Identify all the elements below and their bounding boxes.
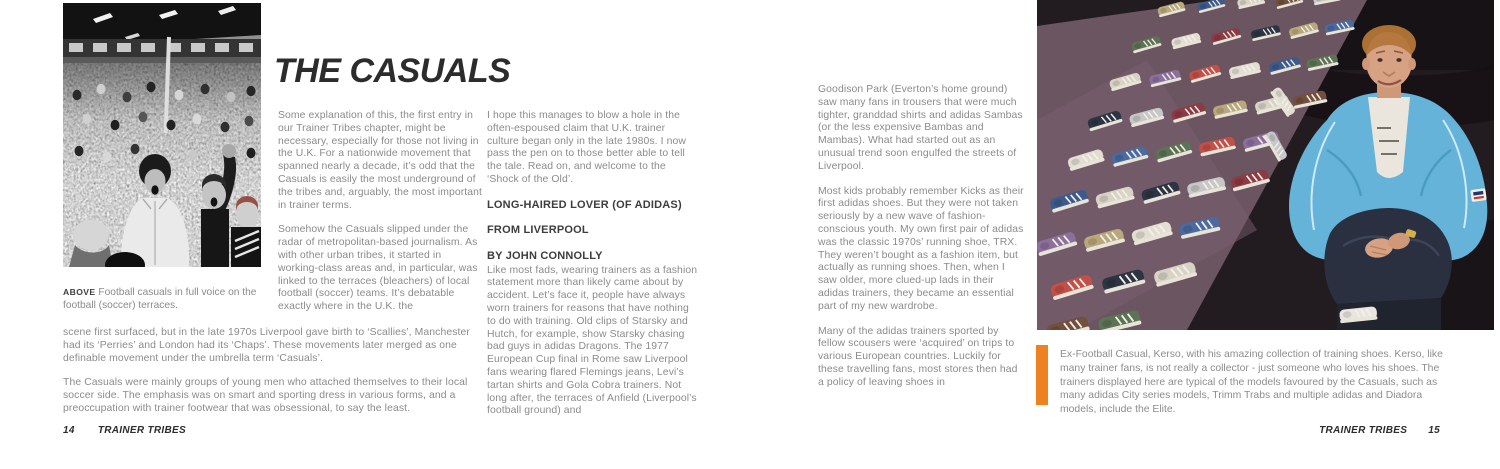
collection-photo	[1037, 0, 1494, 330]
paragraph: Somehow the Casuals slipped under the radar of metropolitan-based journalism. As with other urban tribes, it started in working-class areas and, in particular, was linked to the terraces (bleachers) of local football (soccer) teams. It’s debatable exactly where in the U.K. the	[278, 224, 478, 313]
left-column-2	[487, 110, 699, 418]
chapter-title: THE CASUALS	[274, 52, 511, 90]
paragraph: Some explanation of this, the first entry in our Trainer Tribes chapter, might be necessary, especially for those not living in the U.K. For a nationwide movement that spanned nearly a decade, it’s odd that the Casuals is easily the most underground of the tribes and, arguably, the most important in trainer terms.	[278, 110, 483, 211]
running-title: TRAINER TRIBES	[1319, 425, 1408, 436]
paragraph: Goodison Park (Everton’s home ground) saw many fans in trousers that were much tighter, granddad shirts and adidas Sambas (or the less expensive Bambas and Mambas). What had started out as an unusual trend soon engulfed the streets of Liverpool.	[818, 84, 1023, 172]
running-title: TRAINER TRIBES	[97, 425, 186, 436]
caption-label: ABOVE	[63, 287, 96, 298]
section-heading: LONG-HAIRED LOVER (OF ADIDAS) FROM LIVERPOOL BY JOHN CONNOLLY	[487, 198, 682, 262]
page-number: 14	[63, 425, 75, 436]
caption-accent-bar	[1036, 345, 1048, 405]
right-column	[818, 84, 1025, 390]
crowd-photo	[63, 3, 261, 267]
paragraph: Like most fads, wearing trainers as a fashion statement more than likely came about by accident. Let’s face it, people have always worn trainers for reasons that have nothing to do with training. Old clips of Starsky and Hutch, for example, show Starsky chasing bad guys in adidas Dragons. The 1977 European Cup final in Rome saw Liverpool fans wearing flared Flemings jeans, Levi’s tartan shirts and Gola Cobra trainers. Not long after, the terraces of Anfield (Liverpool’s football ground) and	[487, 264, 698, 417]
paragraph: The Casuals were mainly groups of young men who attached themselves to their local soccer side. The emphasis was on smart and sporting dress in various forms, and a preoccupation with trainer footwear that was obsessional, to say the least.	[63, 377, 468, 414]
paragraph: scene first surfaced, but in the late 1970s Liverpool gave birth to ‘Scallies’, Manchester had its ‘Perries’ and London had its ‘Chaps’. These movements later merged as one definable movement under the umbrella term ‘Casuals’.	[63, 327, 470, 364]
paragraph: Many of the adidas trainers sported by fellow scousers were ‘acquired’ on trips to various European countries. Luckily for these travelling fans, most stores then had a policy of leaving shoes in	[818, 325, 1018, 388]
right-page-footer	[1319, 425, 1440, 436]
right-photo-caption: Ex-Football Casual, Kerso, with his amazing collection of training shoes. Kerso, like many trainer fans, is not really a collector - just someone who loves his shoes. The trainers displayed here are typical of the models favoured by the Casuals, such as many adidas City series models, Trimm Trabs and multiple adidas and Diadora models, include the Elite.	[1060, 349, 1443, 416]
page-number: 15	[1428, 425, 1440, 436]
paragraph: I hope this manages to blow a hole in the often-espoused claim that U.K. trainer culture began only in the late 1980s. I now pass the pen on to those better able to tell the tale. Read on, and welcome to the ‘Shock of the Old’.	[487, 110, 686, 185]
paragraph: Most kids probably remember Kicks as their first adidas shoes. But they were not taken seriously by a new wave of fashion-conscious youth. My own first pair of adidas was the classic 1970s’ running shoe, TRX. They weren’t bought as a fashion item, but actually as running shoes. Then, when I saw older, more clued-up lads in their adidas trainers, they became an essential part of my new wardrobe.	[818, 185, 1024, 312]
left-photo-caption	[63, 286, 273, 312]
left-column-1	[278, 110, 484, 314]
left-page-footer	[63, 425, 186, 436]
caption-text: Football casuals in full voice on the football (soccer) terraces.	[63, 287, 257, 312]
left-bottom-block	[63, 327, 477, 416]
